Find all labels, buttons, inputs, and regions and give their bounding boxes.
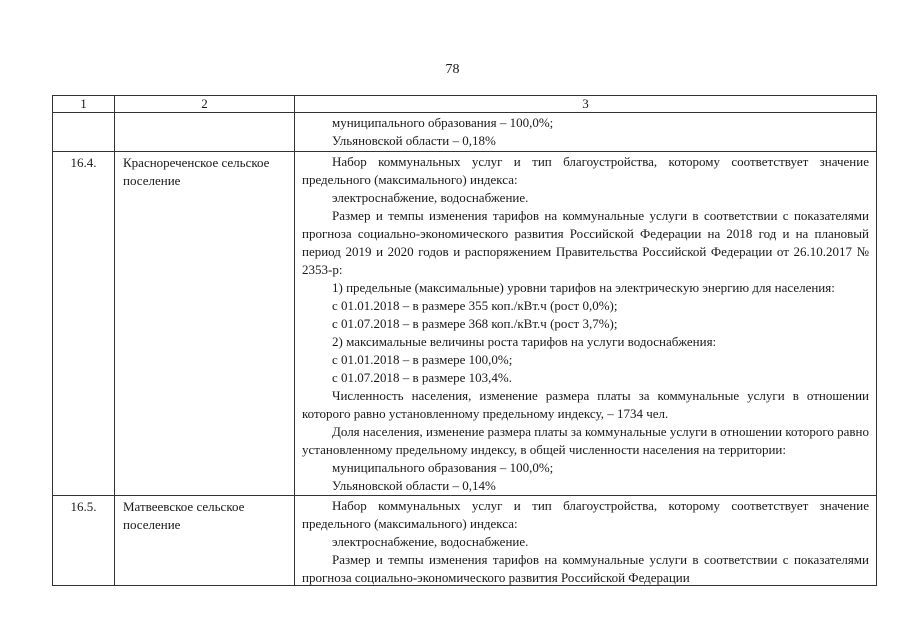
description-paragraph: 2) максимальные величины роста тарифов на услуги водоснабжения: (332, 334, 717, 349)
continuation-name-cell (115, 113, 295, 152)
column-header-2: 2 (115, 96, 295, 113)
description-paragraph: электроснабжение, водоснабжение. (332, 190, 529, 205)
continuation-text-cell (295, 113, 877, 152)
settlement-name: Матвеевское сельское поселение (115, 496, 295, 586)
description-paragraph: с 01.01.2018 – в размере 355 коп./кВт.ч (рост 0,0%); (332, 298, 618, 313)
continuation-row (53, 113, 877, 152)
description-paragraph: муниципального образования – 100,0%; (332, 460, 554, 475)
description-paragraph: 1) предельные (максимальные) уровни тарифов на электрическую энергию для населения: (332, 280, 835, 295)
description-paragraph: Набор коммунальных услуг и тип благоустройства, которому соответствует значение предельного (максимального) индекса: (302, 498, 869, 531)
continuation-num-cell (53, 113, 115, 152)
description-paragraph: Ульяновской области – 0,14% (332, 478, 496, 493)
table-row-16-4 (53, 152, 877, 496)
continuation-line: Ульяновской области – 0,18% (332, 133, 496, 148)
table-header-row (53, 96, 877, 113)
description-paragraph: с 01.01.2018 – в размере 100,0%; (332, 352, 513, 367)
column-header-1: 1 (53, 96, 115, 113)
description-paragraph: электроснабжение, водоснабжение. (332, 534, 529, 549)
description-paragraph: Доля населения, изменение размера платы за коммунальные услуги в отношении которого равно установленному предельному индексу, в общей численности населения на территории: (302, 424, 869, 457)
row-number: 16.5. (53, 496, 115, 586)
description-paragraph: с 01.07.2018 – в размере 368 коп./кВт.ч (рост 3,7%); (332, 316, 618, 331)
row-number: 16.4. (53, 152, 115, 496)
page-number: 78 (445, 62, 460, 77)
description-paragraph: с 01.07.2018 – в размере 103,4%. (332, 370, 512, 385)
description-paragraph: Размер и темпы изменения тарифов на коммунальные услуги в соответствии с показателями прогноза социально-экономического развития Российской Федерации (302, 552, 869, 585)
continuation-line: муниципального образования – 100,0%; (332, 115, 554, 130)
description-paragraph: Набор коммунальных услуг и тип благоустройства, которому соответствует значение предельного (максимального) индекса: (302, 154, 869, 187)
settlement-name: Краснореченское сельское поселение (115, 152, 295, 496)
description-paragraph: Численность населения, изменение размера платы за коммунальные услуги в отношении которого равно установленному предельному индексу, – 1734 чел. (302, 388, 869, 421)
tariff-table (52, 95, 877, 586)
column-header-3: 3 (295, 96, 877, 113)
row-description (295, 152, 877, 496)
description-paragraph: Размер и темпы изменения тарифов на коммунальные услуги в соответствии с показателями прогноза социально-экономического развития Российской Федерации на 2018 год и на плановый период 2019 и 2020 годов и распоряжением Правительства Российской Федерации от 26.10.2017 № 2353-р: (302, 208, 869, 277)
row-description (295, 496, 877, 586)
table-row-16-5 (53, 496, 877, 586)
